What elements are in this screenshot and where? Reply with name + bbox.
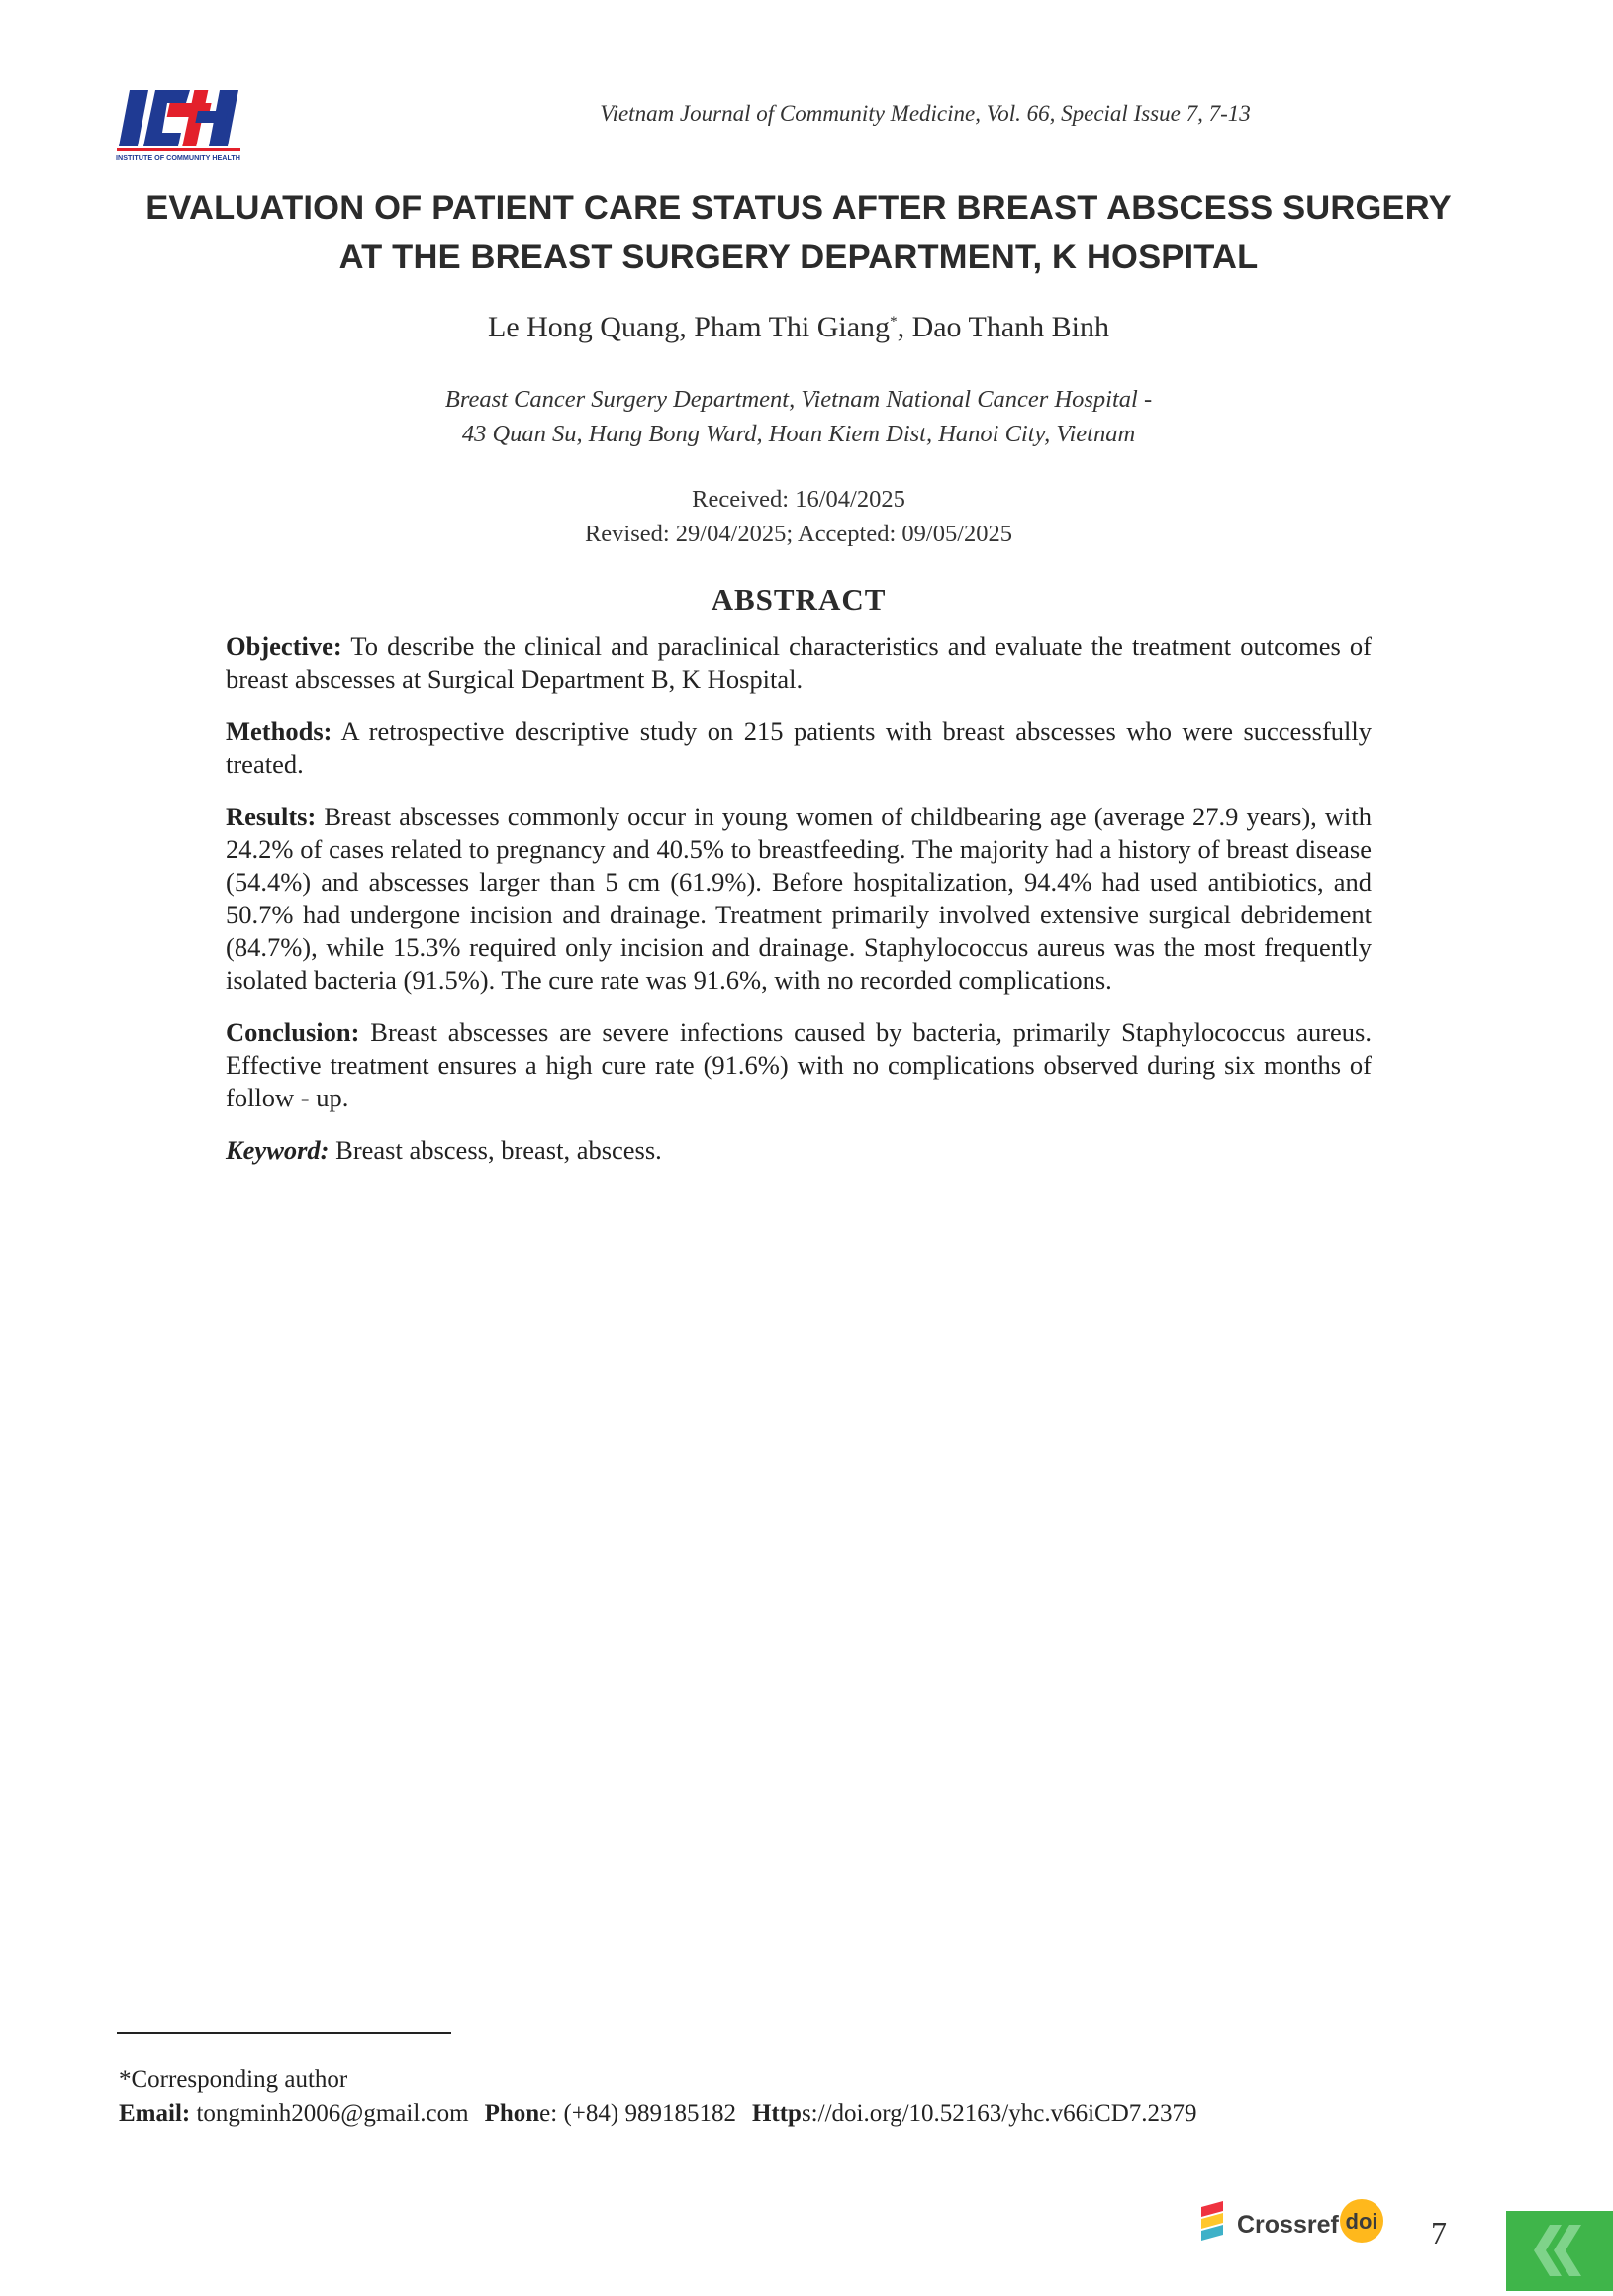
crossref-logo [1199, 2197, 1387, 2248]
author-list [79, 311, 1518, 344]
abstract-heading: ABSTRACT [711, 582, 887, 617]
results-paragraph [226, 801, 1372, 997]
article-dates [79, 482, 1518, 551]
authors-part-2: , Dao Thanh Binh [897, 311, 1109, 343]
conclusion-label: Conclusion: [226, 1017, 360, 1047]
journal-citation: Vietnam Journal of Community Medicine, Vol. 66, Special Issue 7, 7-13 [600, 101, 1251, 126]
page-corner-tab [1506, 2211, 1613, 2291]
methods-text: A retrospective descriptive study on 215 patients with breast abscesses who were successfully treated. [226, 717, 1372, 779]
affiliation-line-1: Breast Cancer Surgery Department, Vietnam National Cancer Hospital - [444, 386, 1153, 413]
keyword-text: Breast abscess, breast, abscess. [329, 1135, 662, 1165]
received-date: Received: 16/04/2025 [692, 486, 905, 513]
article-title [79, 183, 1518, 282]
keyword-label: Keyword: [226, 1135, 330, 1165]
footnote [119, 2063, 1405, 2131]
affiliation [79, 382, 1518, 451]
contact-line [119, 2097, 1405, 2131]
doi-badge-text: doi [1345, 2209, 1378, 2234]
page-number: 7 [1431, 2215, 1447, 2250]
objective-paragraph [226, 630, 1372, 696]
conclusion-text: Breast abscesses are severe infections caused by bacteria, primarily Staphylococcus aureus. Effective treatment ensures a high cure rate (91.6%) with no complications observed during six months of follow - up. [226, 1017, 1372, 1112]
methods-label: Methods: [226, 717, 332, 746]
affiliation-line-2: 43 Quan Su, Hang Bong Ward, Hoan Kiem Dist, Hanoi City, Vietnam [461, 421, 1136, 447]
conclusion-paragraph [226, 1016, 1372, 1114]
title-line-1: EVALUATION OF PATIENT CARE STATUS AFTER BREAST ABSCESS SURGERY [145, 189, 1452, 227]
doi-link[interactable]: s://doi.org/10.52163/yhc.v66iCD7.2379 [801, 2100, 1197, 2127]
results-text: Breast abscesses commonly occur in young women of childbearing age (average 27.9 years), with 24.2% of cases related to pregnancy and 40.5% to breastfeeding. The majority had a history of breast disease (54.4%) and abscesses larger than 5 cm (61.9%). Before hospitalization, 94.4% had used antibiotics, and 50.7% had undergone incision and drainage. Treatment primarily involved extensive surgical debridement (84.7%), while 15.3% required only incision and drainage. Staphylococcus aureus was the most frequently isolated bacteria (91.5%). The cure rate was 91.6%, with no recorded complications. [226, 802, 1372, 995]
email-label: Email: [119, 2100, 191, 2127]
double-chevron-left-icon [1506, 2211, 1613, 2291]
abstract-body [226, 630, 1372, 1187]
results-label: Results: [226, 802, 317, 831]
email-link[interactable]: tongminh2006@gmail.com [190, 2100, 469, 2127]
logo-text: INSTITUTE OF COMMUNITY HEALTH [116, 153, 240, 162]
methods-paragraph [226, 716, 1372, 781]
corresponding-mark: * [890, 314, 898, 330]
crossref-label: Crossref [1237, 2211, 1339, 2239]
objective-label: Objective: [226, 631, 342, 661]
phone-label: Phon [484, 2100, 540, 2127]
objective-text: To describe the clinical and paraclinical characteristics and evaluate the treatment outcomes of breast abscesses at Surgical Department B, K Hospital. [226, 631, 1372, 694]
revised-accepted-dates: Revised: 29/04/2025; Accepted: 09/05/2025 [584, 521, 1013, 547]
institute-logo [116, 87, 249, 164]
corresponding-author-note: *Corresponding author [119, 2066, 348, 2093]
keyword-paragraph [226, 1134, 1372, 1167]
footnote-divider [117, 2032, 451, 2034]
authors-part-1: Le Hong Quang, Pham Thi Giang [488, 311, 891, 343]
doi-label: Http [751, 2100, 802, 2127]
phone-value: e: (+84) 989185182 [539, 2100, 736, 2127]
title-line-2: AT THE BREAST SURGERY DEPARTMENT, K HOSPITAL [338, 239, 1259, 276]
